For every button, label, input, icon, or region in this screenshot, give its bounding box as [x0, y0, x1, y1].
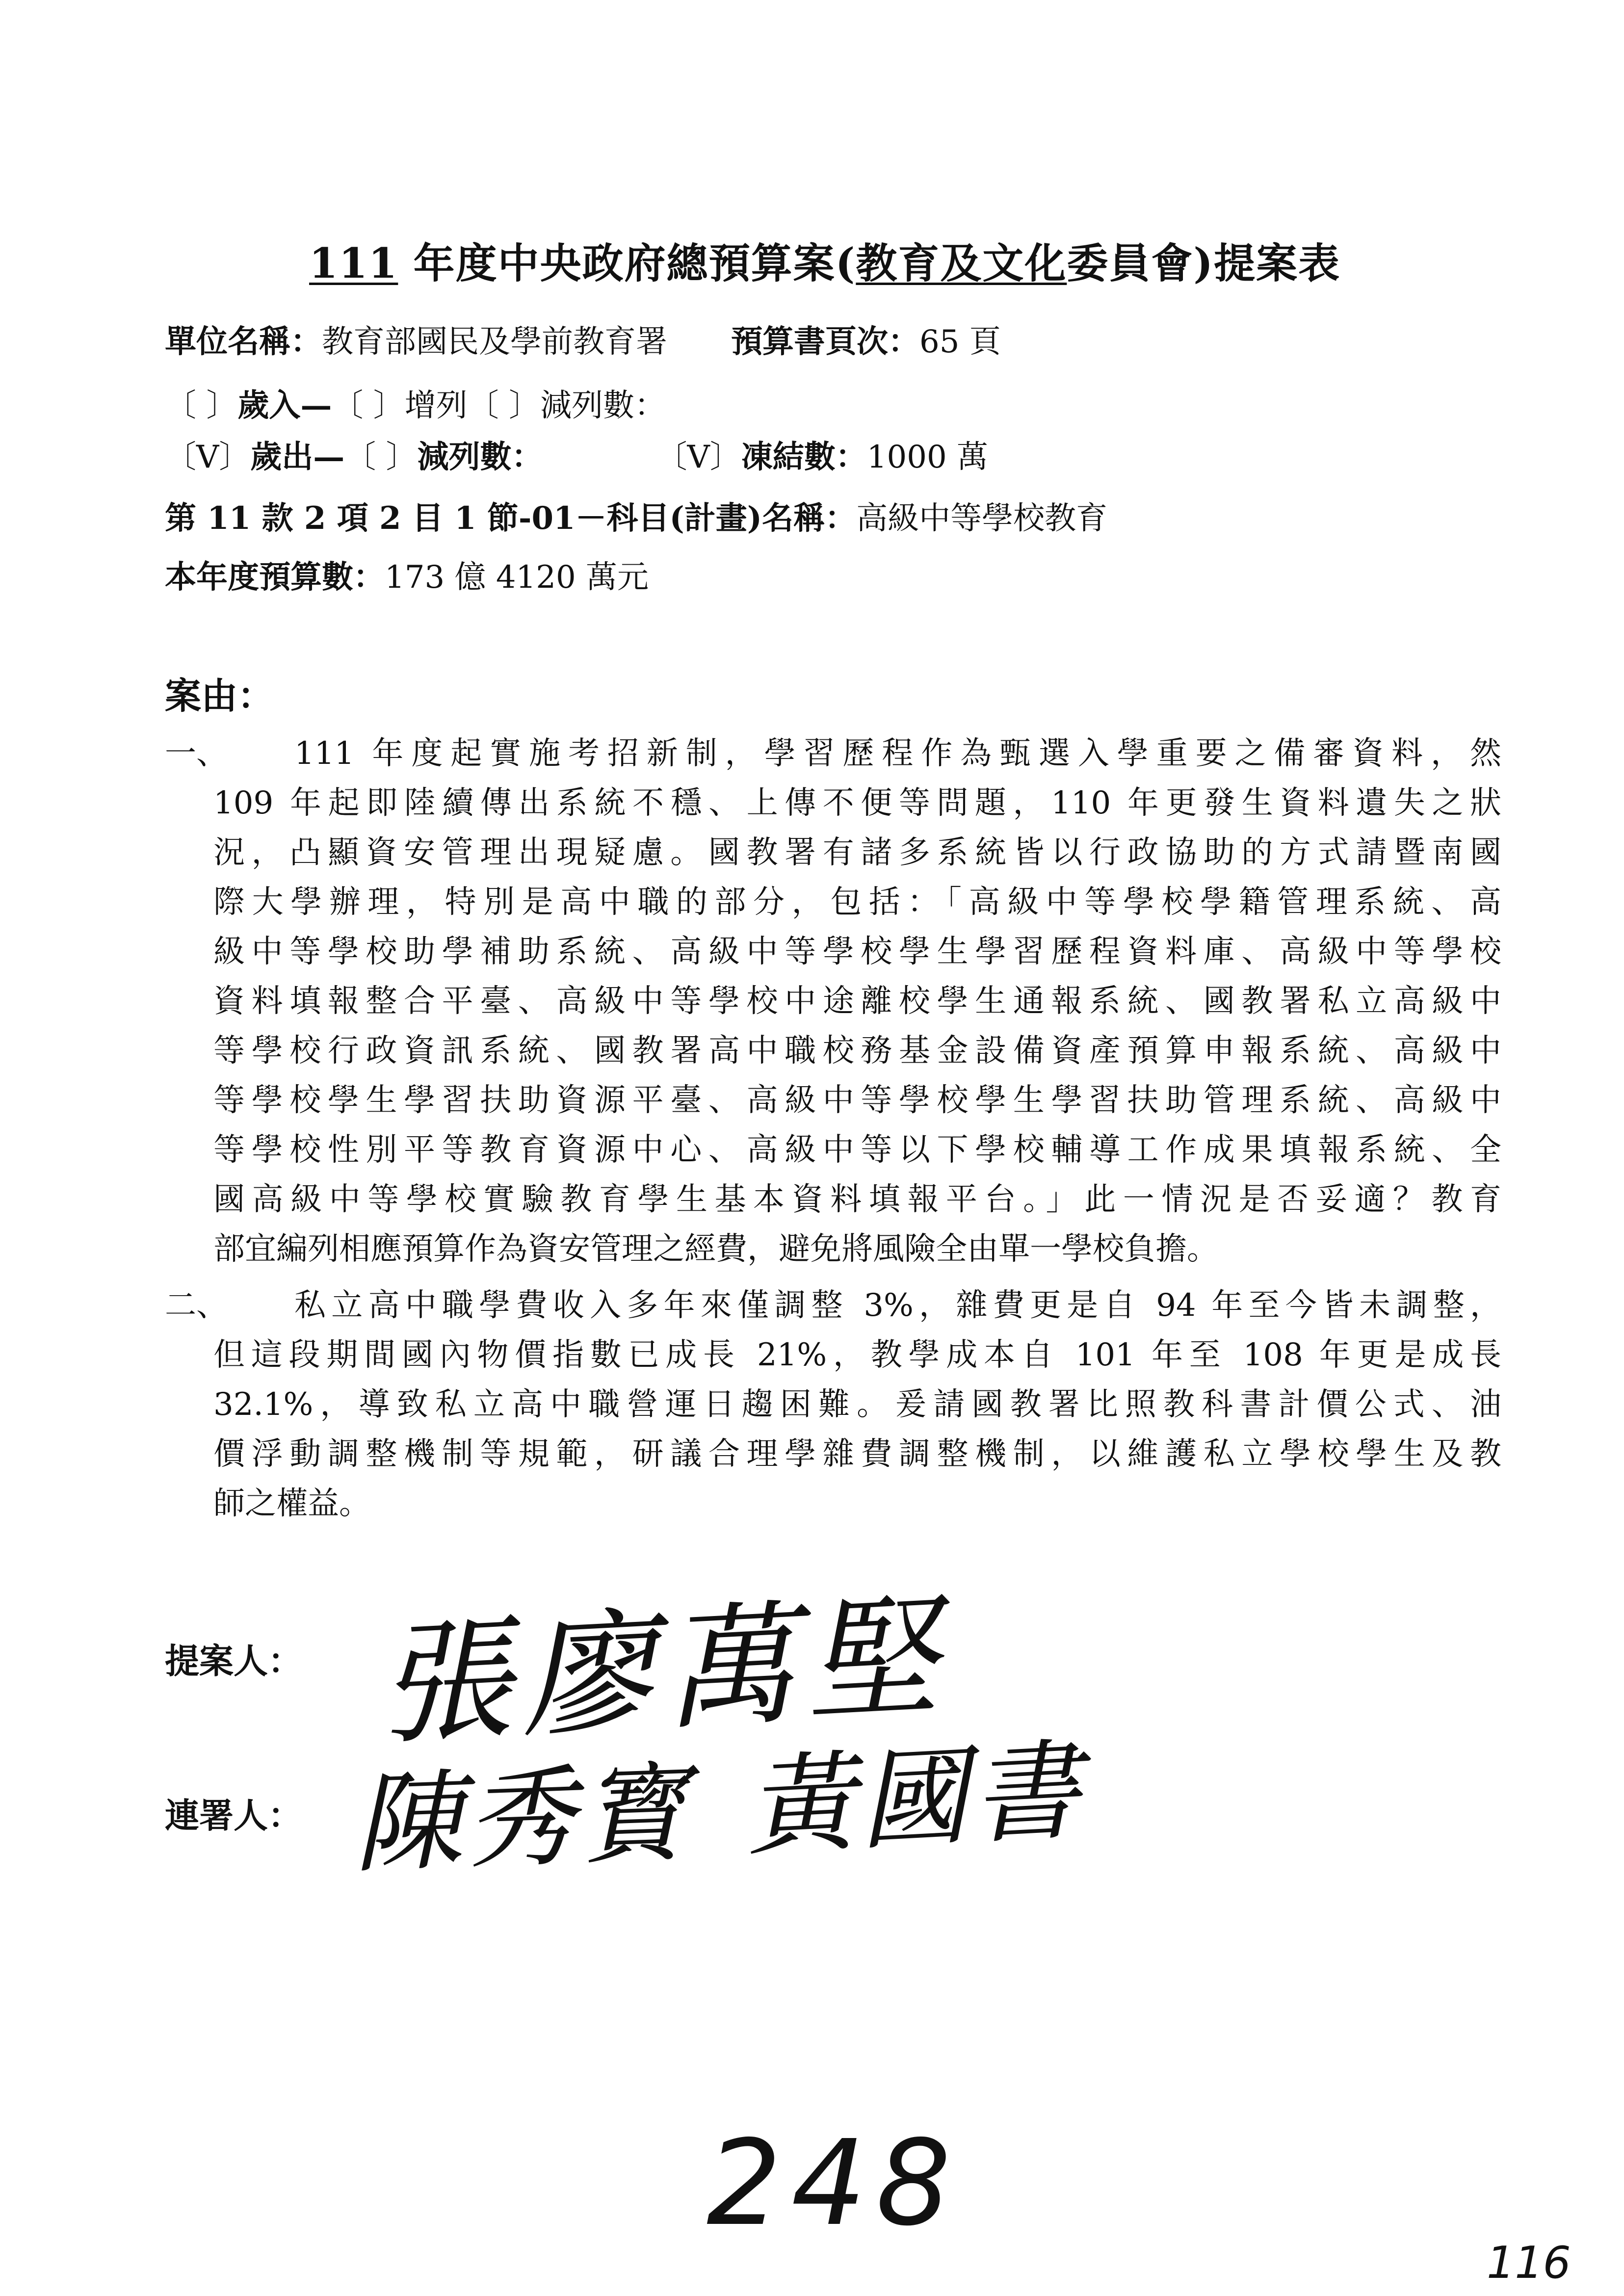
handwritten-page-number: 248 — [707, 2114, 961, 2252]
budget-value: 173 億 4120 萬元 — [385, 559, 649, 596]
checkbox-expense: 〔V〕 — [165, 439, 251, 475]
reason-line: 私立高中職學費收入多年來僅調整 3%，雜費更是自 94 年至今皆未調整， — [294, 1287, 1501, 1324]
proposer-label: 提案人： — [165, 1641, 302, 1681]
subject-value: 高級中等學校教育 — [856, 500, 1108, 537]
page-title: 111 年度中央政府總預算案(教育及文化委員會)提案表 — [309, 239, 1341, 287]
checkbox-freeze: 〔V〕 — [655, 439, 741, 475]
freeze-value: 1000 萬 — [866, 439, 988, 475]
checkbox-revenue-add: 〔 〕 — [332, 388, 405, 424]
reason-line: 111 年度起實施考招新制，學習歷程作為甄選入學重要之備審資料，然 — [294, 735, 1501, 772]
subject-row: 第 11 款 2 項 2 目 1 節-01－科目(計畫)名稱：高級中等學校教育 — [165, 500, 1108, 537]
cosigner-label: 連署人： — [165, 1795, 302, 1836]
reason-line: 等學校性別平等教育資源中心、高級中等以下學校輔導工作成果填報系統、全 — [213, 1132, 1501, 1168]
checkbox-revenue: 〔 〕 — [165, 388, 238, 424]
reason-item-1 — [165, 729, 1501, 1274]
cosigner-signature-2: 黃國書 — [743, 1727, 1088, 1871]
reason-line: 況，凸顯資安管理出現疑慮。國教署有諸多系統皆以行政協助的方式請暨南國 — [213, 835, 1501, 871]
handwritten-corner-number: 116 — [1487, 2237, 1571, 2289]
unit-row: 單位名稱：教育部國民及學前教育署 預算書頁次：65 頁 — [165, 323, 1001, 360]
reason-line: 際大學辦理，特別是高中職的部分，包括：「高級中等學校學籍管理系統、高 — [213, 884, 1501, 920]
reason-line: 價浮動調整機制等規範，研議合理學雜費調整機制，以維護私立學校學生及教 — [213, 1436, 1501, 1472]
page-value: 65 頁 — [919, 324, 1001, 360]
reason-heading: 案由： — [165, 675, 274, 717]
reason-line: 109 年起即陸續傳出系統不穩、上傳不便等問題，110 年更發生資料遺失之狀 — [213, 785, 1501, 821]
reason-item-2 — [165, 1281, 1501, 1529]
cosigner-signature-1: 陳秀寳 — [351, 1750, 694, 1887]
reason-line: 師之權益。 — [213, 1486, 370, 1522]
unit-value: 教育部國民及學前教育署 — [322, 324, 667, 360]
reason-line: 等學校學生學習扶助資源平臺、高級中等學校學生學習扶助管理系統、高級中 — [213, 1082, 1501, 1119]
expense-row: 〔V〕歲出—〔 〕減列數： 〔V〕凍結數：1000 萬 — [165, 439, 988, 475]
reason-line: 32.1%，導致私立高中職營運日趨困難。爰請國教署比照教科書計價公式、油 — [213, 1386, 1501, 1423]
revenue-row: 〔 〕歲入—〔 〕增列〔 〕減列數： — [165, 387, 666, 424]
budget-row: 本年度預算數：173 億 4120 萬元 — [165, 559, 649, 596]
item-number: 二、 — [165, 1287, 228, 1324]
checkbox-expense-cut: 〔 〕 — [344, 439, 418, 475]
item-number: 一、 — [165, 735, 228, 772]
reason-line: 部宜編列相應預算作為資安管理之經費，避免將風險全由單一學校負擔。 — [213, 1231, 1218, 1267]
reason-line: 等學校行政資訊系統、國教署高中職校務基金設備資產預算申報系統、高級中 — [213, 1033, 1501, 1069]
proposer-signature: 張廖萬堅 — [374, 1579, 951, 1764]
reason-line: 級中等學校助學補助系統、高級中等學校學生學習歷程資料庫、高級中等學校 — [213, 934, 1501, 970]
reason-line: 國高級中等學校實驗教育學生基本資料填報平台。」此一情況是否妥適？教育 — [213, 1181, 1501, 1218]
reason-line: 資料填報整合平臺、高級中等學校中途離校學生通報系統、國教署私立高級中 — [213, 983, 1501, 1019]
reason-line: 但這段期間國內物價指數已成長 21%，教學成本自 101 年至 108 年更是成長 — [213, 1337, 1501, 1373]
checkbox-revenue-cut: 〔 〕 — [467, 388, 541, 424]
